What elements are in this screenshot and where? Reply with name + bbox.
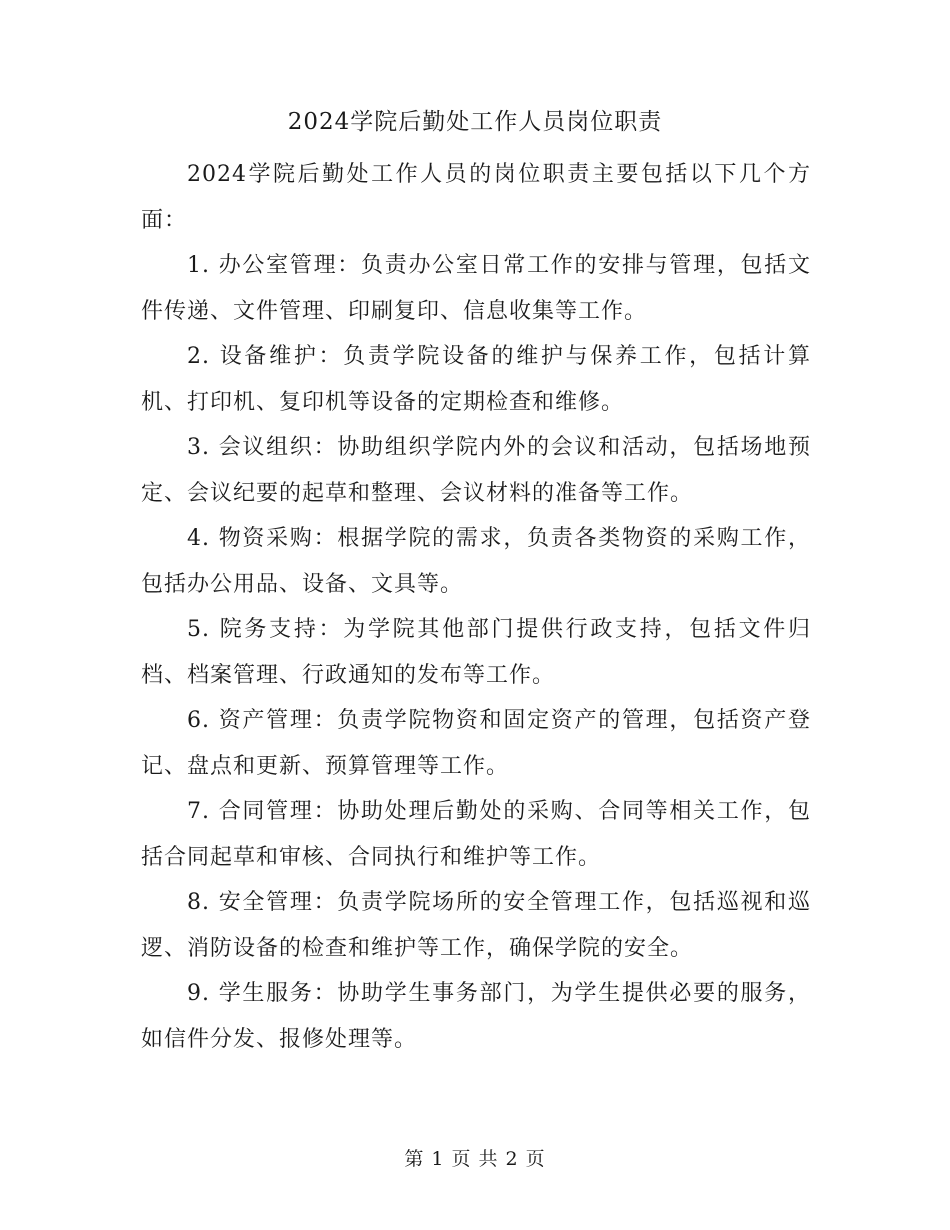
duty-item-8: 8. 安全管理：负责学院场所的安全管理工作，包括巡视和巡逻、消防设备的检查和维护等工作，确保学院的安全。: [141, 890, 811, 961]
document-title: 2024学院后勤处工作人员岗位职责: [287, 109, 663, 135]
page-footer: 第 1 页 共 2 页: [404, 1148, 546, 1170]
intro-paragraph: 2024学院后勤处工作人员的岗位职责主要包括以下几个方面：: [141, 162, 811, 233]
duty-item-3: 3. 会议组织：协助组织学院内外的会议和活动，包括场地预定、会议纪要的起草和整理、会议材料的准备等工作。: [141, 435, 811, 506]
duty-item-1: 1. 办公室管理：负责办公室日常工作的安排与管理，包括文件传递、文件管理、印刷复印、信息收集等工作。: [141, 253, 811, 324]
duty-item-7: 7. 合同管理：协助处理后勤处的采购、合同等相关工作，包括合同起草和审核、合同执行和维护等工作。: [141, 799, 811, 870]
document-body: [141, 152, 811, 1062]
duty-item-9: 9. 学生服务：协助学生事务部门，为学生提供必要的服务，如信件分发、报修处理等。: [141, 981, 811, 1052]
duty-item-2: 2. 设备维护：负责学院设备的维护与保养工作，包括计算机、打印机、复印机等设备的定期检查和维修。: [141, 344, 811, 415]
duty-item-4: 4. 物资采购：根据学院的需求，负责各类物资的采购工作，包括办公用品、设备、文具等。: [141, 526, 811, 597]
duty-item-6: 6. 资产管理：负责学院物资和固定资产的管理，包括资产登记、盘点和更新、预算管理等工作。: [141, 708, 811, 779]
duty-item-5: 5. 院务支持：为学院其他部门提供行政支持，包括文件归档、档案管理、行政通知的发布等工作。: [141, 617, 811, 688]
